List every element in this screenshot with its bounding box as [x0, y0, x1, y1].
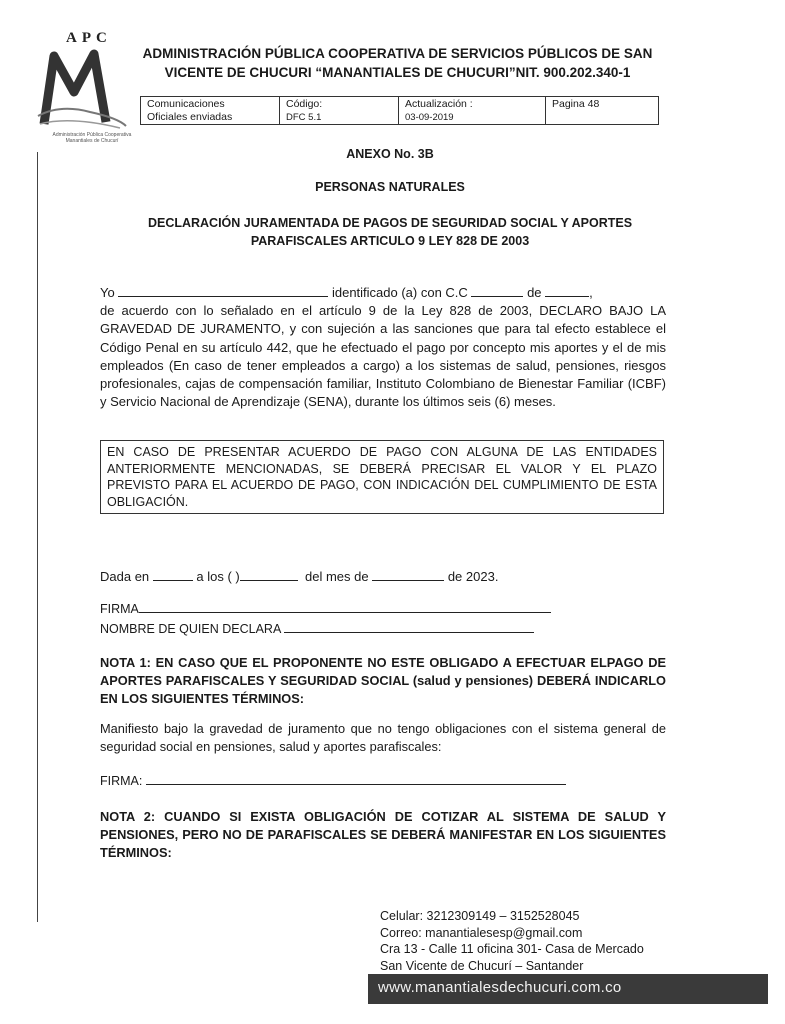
- meta-category-line1: Comunicaciones: [147, 98, 225, 110]
- meta-cell-code: [280, 97, 399, 125]
- nota1-signature-field[interactable]: [146, 772, 566, 785]
- meta-update-value: 03-09-2019: [405, 112, 454, 123]
- declaration-title-line2: PARAFISCALES ARTICULO 9 LEY 828 DE 2003: [250, 234, 530, 248]
- left-margin-rule: [37, 152, 38, 922]
- day-field[interactable]: [240, 568, 298, 581]
- nota1-text: Manifiesto bajo la gravedad de juramento que no tengo obligaciones con el sistema general de seguridad social en pensiones, salud y aportes parafiscales:: [100, 721, 666, 755]
- place-field[interactable]: [153, 568, 193, 581]
- org-title-line1: ADMINISTRACIÓN PÚBLICA COOPERATIVA DE SERVICIOS PÚBLICOS DE SAN: [142, 46, 653, 61]
- logo-m-icon: [30, 46, 130, 132]
- nota1-signature-line: [100, 772, 566, 788]
- footer-website[interactable]: www.manantialesdechucuri.com.co: [378, 979, 622, 996]
- payment-agreement-notice: EN CASO DE PRESENTAR ACUERDO DE PAGO CON ALGUNA DE LAS ENTIDADES ANTERIORMENTE MENCIONADAS, SE DEBERÁ PRECISAR EL VALOR Y EL PLAZO PREVISTO PARA EL ACUERDO DE PAGO, CON INDICACIÓN DEL CUMPLIMIENTO DE ESTA OBLIGACIÓN.: [100, 440, 664, 514]
- footer-website-bar: [368, 974, 768, 1004]
- a-los-label: a los ( ): [196, 569, 240, 584]
- de-label: de: [527, 285, 542, 300]
- id-city-field[interactable]: [545, 284, 589, 297]
- contact-city: San Vicente de Chucurí – Santander: [380, 958, 584, 973]
- logo-caption: Administración Pública Cooperativa Manantiales de Chucurí: [52, 132, 132, 144]
- date-line: [100, 568, 498, 584]
- contact-block: [380, 908, 644, 974]
- year-label: de 2023.: [447, 569, 499, 584]
- meta-category-line2: Oficiales enviadas: [147, 111, 233, 123]
- person-type-title: PERSONAS NATURALES: [315, 180, 465, 194]
- declarant-name-line: [100, 620, 534, 636]
- yo-label: Yo: [100, 285, 115, 300]
- org-title-line2: VICENTE DE CHUCURI “MANANTIALES DE CHUCURI”NIT. 900.202.340-1: [164, 65, 631, 80]
- month-field[interactable]: [372, 568, 444, 581]
- meta-cell-update: [399, 97, 546, 125]
- declaration-body: de acuerdo con lo señalado en el artículo 9 de la Ley 828 de 2003, DECLARO BAJO LA GRAVEDAD DE JURAMENTO, y con sujeción a las sanciones que para tal efecto establece el Código Penal en su artículo 442, que he efectuado el pago por concepto mis aportes y el de mis empleados (En caso de tener empleados a cargo) a los sistemas de salud, pensiones, riesgos profesionales, cajas de compensación familiar, Instituto Colombiano de Bienestar Familiar (ICBF) y Servicio Nacional de Aprendizaje (SENA), durante los últimos seis (6) meses.: [100, 303, 666, 410]
- declaration-title-line1: DECLARACIÓN JURAMENTADA DE PAGOS DE SEGURIDAD SOCIAL Y APORTES: [147, 216, 633, 230]
- id-label: identificado (a) con C.C: [331, 285, 468, 300]
- signature-line: [100, 600, 551, 616]
- meta-code-value: DFC 5.1: [286, 112, 322, 123]
- meta-update-label: Actualización :: [405, 98, 473, 110]
- meta-code-label: Código:: [286, 98, 323, 110]
- declarant-name-field[interactable]: [118, 284, 328, 297]
- dada-en-label: Dada en: [100, 569, 150, 584]
- nombre-label: NOMBRE DE QUIEN DECLARA: [100, 622, 281, 636]
- declaration-title: [100, 214, 680, 250]
- firma-label: FIRMA: [100, 602, 139, 616]
- organization-title: [140, 44, 655, 82]
- signature-field[interactable]: [139, 600, 551, 613]
- nota1-firma-label: FIRMA:: [100, 774, 143, 788]
- declarant-line: Yo identificado (a) con C.C de ,: [100, 285, 593, 300]
- declarant-printed-name-field[interactable]: [284, 620, 534, 633]
- nota1-title: NOTA 1: EN CASO QUE EL PROPONENTE NO ESTE OBLIGADO A EFECTUAR ELPAGO DE APORTES PARAFISCALES Y SEGURIDAD SOCIAL (salud y pensiones) DEBERÁ INDICARLO EN LOS SIGUIENTES TÉRMINOS:: [100, 655, 666, 706]
- document-meta-table: [140, 96, 659, 125]
- id-number-field[interactable]: [471, 284, 523, 297]
- del-mes-label: del mes de: [304, 569, 369, 584]
- meta-page-label: Pagina 48: [552, 98, 600, 110]
- meta-cell-category: [141, 97, 280, 125]
- meta-cell-page: [546, 97, 659, 125]
- contact-email: Correo: manantialesesp@gmail.com: [380, 925, 583, 940]
- declaration-paragraph: [100, 284, 666, 411]
- annex-title: ANEXO No. 3B: [346, 147, 434, 161]
- contact-address: Cra 13 - Calle 11 oficina 301- Casa de Mercado: [380, 942, 644, 956]
- nota2-title: NOTA 2: CUANDO SI EXISTA OBLIGACIÓN DE COTIZAR AL SISTEMA DE SALUD Y PENSIONES, PERO NO DE PARAFISCALES SE DEBERÁ MANIFESTAR EN LOS SIGUIENTES TÉRMINOS:: [100, 809, 666, 860]
- logo-acronym: APC: [66, 30, 112, 46]
- contact-phone: Celular: 3212309149 – 3152528045: [380, 909, 580, 923]
